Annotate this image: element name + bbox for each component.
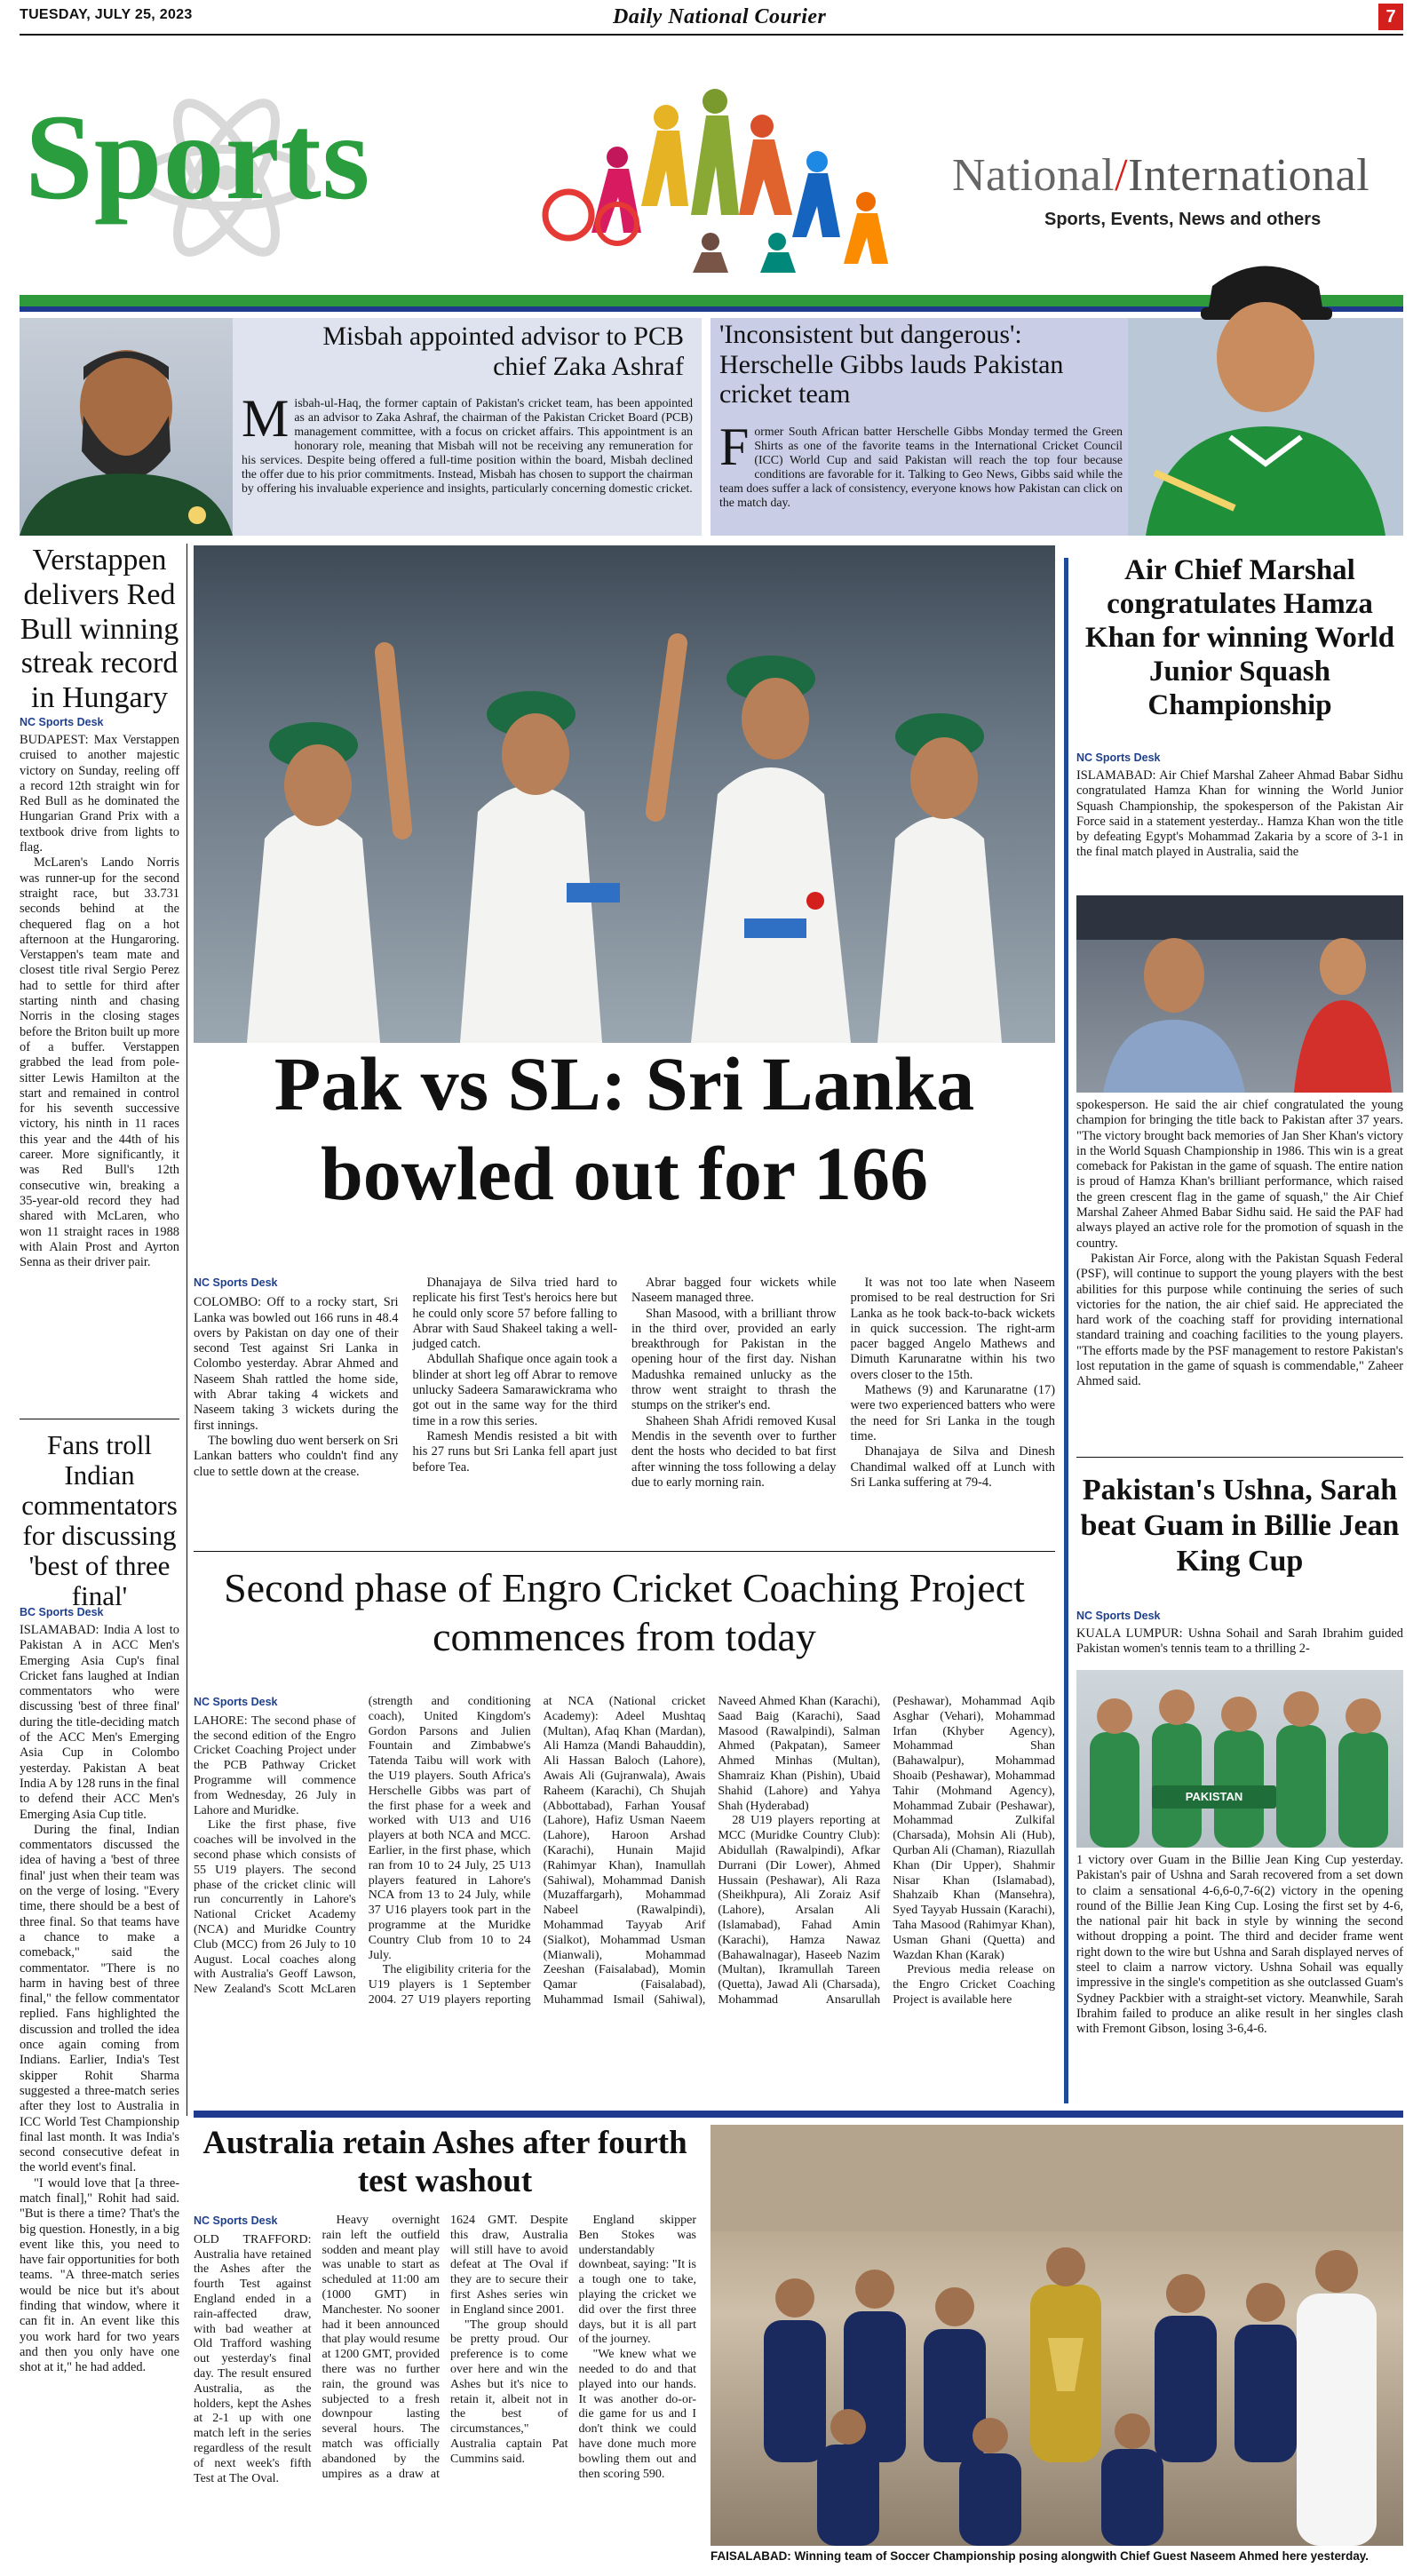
ashes-body2: Heavy overnight rain left the outfield sodden and meant play was unable to start as scheduled at 11:00 am (1000 GMT) in Manchester. No sooner had it been announced that play would resume at 1200 GMT, provided there was no further rain, the ground was subjected to a fresh downpour lasting several hours. The match was officially abandoned by the umpires as a draw at 1624 GMT. Despite this draw, Australia will still have to avoid defeat at The Oval if they are to secure their first Ashes series win in England since 2001. [322,2214,568,2481]
verstappen-headline: Verstappen delivers Red Bull winning streak record in Hungary [20,544,179,714]
paksl-body7: Shan Masood, with a brilliant throw in the third over, provided an early breakthrough for Pakistan in the opening hour of the first day. Nishan Madushka remained unlucky as the throw went straight to thrash the stumps on the striker's end. [631,1306,837,1413]
tagline-international: International [1128,150,1370,201]
fans-headline: Fans troll Indian commentators for discussing 'best of three final' [21,1429,178,1612]
issue-date: TUESDAY, JULY 25, 2023 [20,7,193,22]
engro-desk: NC Sports Desk [194,1696,278,1708]
verstappen-body: BUDAPEST: Max Verstappen cruised to another majestic victory on Sunday, reeling off a record 12th straight win for Red Bull as he dominated the Hungarian Grand Prix with a textbook drive from lights to flag. [20,733,179,855]
ashes-body3: "The group should be pretty proud. Our preference is to come over here and win the Ashes but it's nice to retain it, albeit not in the best of circumstances," Australia captain Pat Cummins said. [450,2318,568,2466]
tagline-national: National [952,150,1115,201]
gibbs-dropcap: F [719,417,750,476]
sports-silhouettes-icon [533,82,906,273]
engro-article [194,1695,1055,2096]
airchief-headline: Air Chief Marshal congratulates Hamza Khan for winning World Junior Squash Championship [1084,554,1395,721]
ushna-banner: PAKISTAN [1152,1785,1276,1809]
ashes-headline: Australia retain Ashes after fourth test washout [202,2125,687,2199]
ushna-desk: NC Sports Desk [1076,1610,1161,1622]
ushna-article [1076,1610,1403,1658]
engro-body4: 28 U19 players reporting at MCC (Muridke Country Club): Abidullah (Rawalpindi), Afkar Durrani (Dir Lower), Ahmed Hussain (Peshawar), Ali Raza (Sheikhpura), Ali Zoraiz Asif (Lahore), Arsalan Ali (Islamabad), Fahad Amin (Karachi), Hamza Nawaz (Bahawalnagar), Haseeb Nazim (Multan), Ikramullah Tareen (Quetta), Jawad Ali (Charsada), Mohammad Ansarullah (Peshawar), Mohammad Aqib Asghar (Vehari), Mohammad Irfan (Khyber Agency), Mohammad Shan (Bahawalpur), Mohammad Shoaib (Peshawar), Mohammad Tahir (Mohmand Agency), Mohammad Zubair (Peshawar), Mohammad Zulkifal (Charsada), Mohsin Ali (Hub), Qurban Ali (Chaman), Riazullah Khan (Dir Upper), Shahmir Nisar Khan (Islamabad), Shahzaib Khan (Mansehra), Syed Tayyab Hussain (Karachi), Taha Masood (Rahimyar Khan), Usman Ghani (Quetta) and Wazdan Khan (Karak) [718,1695,1055,2007]
ushna-body: KUALA LUMPUR: Ushna Sohail and Sarah Ibrahim guided Pakistan women's tennis team to a thrilling 2- [1076,1626,1403,1657]
ashes-body4: England skipper Ben Stokes was understandably downbeat, saying: "It is a tough one to take, playing the cricket we did over the first three days, but it is all part of the journey. [578,2214,696,2347]
paksl-body4: Abdullah Shafique once again took a blinder at short leg off Abrar to remove unlucky Sadeera Samarawickrama who got out in the same way for the third time in a row this series. [412,1352,617,1428]
bottom-band [194,2111,1403,2118]
soccer-team-photo [710,2125,1403,2546]
soccer-caption: FAISALABAD: Winning team of Soccer Championship posing alongwith Chief Guest Naseem Ahmed here yesterday. [710,2549,1369,2563]
engro-body3: The eligibility criteria for the U19 players is 1 September 2004. 27 U19 players reporting at NCA (National cricket Academy): Adeel Mushtaq (Multan), Afaq Khan (Mardan), Ali Hamza (Mandi Bahauddin), Ali Hassan Baloch (Lahore), Awais Ali (Gujranwala), Awais Raheem (Karachi), Ch Shujah (Abbottabad), Farhan Yousaf (Lahore), Hafiz Usman Naeem (Lahore), Haroon Arshad (Karachi), Hunain Majid (Rahimyar Khan), Inamullah (Sahiwal), Mohammad Danish (Muzaffargarh), Mohammad Nabeel (Rawalpindi), Mohammad Tayyab Arif (Sialkot), Mohammad Usman (Mianwali), Mohammad Zeeshan (Faisalabad), Momin Qamar (Faisalabad), Muhammad Ismail (Sahiwal), Naveed Ahmed Khan (Karachi), Saad Baig (Karachi), Saad Masood (Rawalpindi), Salman Ahmed (Pakpatan), Sameer Ahmed Minhas (Multan), Shamraiz Khan (Pishin), Ubaid Shahid (Lahore) and Yahya Shah (Hyderabad) [368,1695,881,2007]
ashes-body: OLD TRAFFORD: Australia have retained the Ashes after the fourth Test against England ended in a rain-affected draw, with bad weather at Old Trafford washing out yesterday's final day. The result ensured Australia, as the holders, kept the Ashes at 2-1 up with one match left in the series regardless of the result of next week's fifth Test at The Oval. [194,2232,312,2485]
verstappen-article [20,716,179,1270]
paksl-body5: Ramesh Mendis resisted a bit with his 27 runs but Sri Lanka fell apart just before Tea. [412,1428,617,1475]
fans-body2: During the final, Indian commentators discussed the idea of having a 'best of three final' just when their team was on the verge of losing. "Every time, there should be a best of three final. So that teams have a chance to make a comeback," said the commentator. "There is no harm in having best of three final," the fellow commentator replied. Fans highlighted the discussion and trolled the idea once again coming from Indians. Earlier, India's Test skipper Rohit Sharma suggested a three-match series after they lost to Australia in ICC World Test Championship final last month. It was India's second consecutive defeat in the world event's final. [20,1822,179,2175]
gibbs-body [719,417,1123,510]
misbah-headline: Misbah appointed advisor to PCB chief Zaka Ashraf [322,322,684,381]
page-number: 7 [1378,4,1403,30]
paksl-article [194,1276,1055,1538]
fans-desk: BC Sports Desk [20,1606,104,1618]
misbah-dropcap: M [242,389,290,448]
ashes-desk: NC Sports Desk [194,2214,278,2227]
paksl-body2: The bowling duo went berserk on Sri Lankan batters who couldn't find any clue to settle down at the crease. [194,1433,399,1479]
ushna-body2: 1 victory over Guam in the Billie Jean King Cup yesterday. Pakistan's pair of Ushna and Sarah recovered from a set down to claim a sensational 4-6,6-0,7-6(2) victory in the opening round of the Billie Jean King Cup. Losing the first set by 4-6, the national pair hit back in style by winning the second without dropping a point. The third and decider frame went right down to the wire but Ushna and Sarah displayed nerves of steel to claim a narrow victory. Ushna Sohail was equally impressive in the single's competition as she outclassed Guam's Sydney Packbier with a straight-set victory. Meanwhile, Sarah Ibrahim failed to produce an alike result in her singles clash with Fremont Gibson, losing 3-6,4-6. [1076,1853,1403,2037]
ashes-article [194,2214,696,2572]
engro-body2: Like the first phase, five coaches will be involved in the second phase which consists of 55 U19 players. The second phase of the cricket clinic will run concurrently in Lahore's National Cricket Academy (NCA) and Muridke Country Club (MCC) from 26 July to 10 August. Local coaches along with Australia's Geoff Lawson, New Zealand's Scott McLaren (strength and conditioning coach), United Kingdom's Gordon Parsons and Julien Fountain and Zimbabwe's Tatenda Taibu will work with the U19 players. South Africa's Herschelle Gibbs was part of the first phase for a week and worked with U13 and U16 players at both NCA and MCC. Earlier, in the first phase, which ran from 10 to 24 July, 25 U13 players featured in Lahore's NCA from 13 to 24 July, while 37 U16 players took part in the programme at the Muridke Country Club from 10 to 24 July. [194,1695,531,1997]
cricket-team-photo [194,545,1055,1043]
paksl-body6: Abrar bagged four wickets while Naseem managed three. [631,1276,837,1306]
engro-headline: Second phase of Engro Cricket Coaching Project commences from today [224,1565,1025,1660]
misbah-text: isbah-ul-Haq, the former captain of Pakistan's cricket team, has been appointed as an advisor to Zaka Ashraf, the chairman of the Pakistan Cricket Board (PCB) management committee, with a focus on cricket affairs. This appointment is an honorary role, meaning that Misbah will not be receiving any remuneration for his services. Despite being offered a full-time position within the board, Misbah declined the offer due to his prior commitments. Instead, Misbah has chosen to support the chairman by offering his invaluable experience and insights, particularly concerning domestic cricket. [242,396,693,495]
verstappen-desk: NC Sports Desk [20,716,104,728]
paksl-body8: Shaheen Shah Afridi removed Kusal Mendis in the seventh over to further dent the hosts who decided to bat first after winning the toss following a delay due to early morning rain. [631,1413,837,1490]
ushna-photo [1076,1670,1403,1848]
paksl-desk: NC Sports Desk [194,1276,278,1289]
misbah-body [242,389,693,496]
verstappen-body2: McLaren's Lando Norris was runner-up for the second straight race, but 33.731 seconds behind at the chequered flag on a hot afternoon at the Hungaroring. Verstappen's team mate and closest title rival Sergio Perez had to settle for third after starting ninth and chasing Norris in the closing stages before the Briton built up more of a buffer. Verstappen grabbed the lead from pole-sitter Lewis Hamilton at the start and remained in control for his seventh successive victory, his ninth in 11 races this year and the 44th of his career. More significantly, it was Red Bull's 12th consecutive win, breaking a 35-year-old record they had shared with McLaren, who won 11 straight races in 1988 with Alain Prost and Ayrton Senna as their driver pair. [20,855,179,1270]
right-separator [1064,558,1068,2103]
paksl-headline: Pak vs SL: Sri Lanka bowled out for 166 [274,1041,975,1216]
fans-body3: "I would love that [a three-match final]," Rohit had said. "But is there a time? That's the big question. Honestly, in a big event like this, you need to have fair opportunities for both teams. "A three-match series would be nice but it's about finding that window, where it can fit in. An event like this you work hard for two years and then you only have one shot at it," he had added. [20,2175,179,2375]
paper-name: Daily National Courier [613,5,827,28]
ashes-body5: "We knew what we needed to do and that played into our hands. It was another do-or-die game for us and I don't think we could have done much more bowling them out and then scoring 590. [578,2348,696,2481]
right-col-rule [1076,1457,1403,1458]
paksl-body: COLOMBO: Off to a rocky start, Sri Lanka was bowled out 166 runs in 48.4 overs by Pakistan on day one of their second Test against Sri Lanka in Colombo yesterday. Abrar Ahmed and Naseem Shah rattled the home side, with Abrar taking 4 wickets and Naseem taking 3 wickets during the first innings. [194,1295,399,1433]
airchief-article-cont [1076,1098,1403,1390]
tagline [952,149,1369,202]
gibbs-headline: 'Inconsistent but dangerous': Herschelle Gibbs lauds Pakistan cricket team [719,320,1064,409]
paksl-body9: It was not too late when Naseem promised to be real destruction for Sri Lanka as he took back-to-back wickets in quick succession. The right-arm pacer bagged Angelo Mathews and Dimuth Karunaratne within his two overs closer to the 15th. [850,1276,1055,1382]
gibbs-text: ormer South African batter Herschelle Gibbs Monday termed the Green Shirts as one of the favorite teams in the International Cricket Council (ICC) World Cup and said Pakistan will reach the top four because conditions are favorable for it. Talking to Geo News, Gibbs said while the team does suffer a lack of consistency, everyone knows how Pakistan can click on the match day. [719,425,1123,509]
fans-article [20,1606,179,2376]
section-title: Sports [25,89,371,225]
airchief-desk: NC Sports Desk [1076,751,1161,764]
paksl-body10: Mathews (9) and Karunaratne (17) were two experienced batters who were the need for Sri Lanka in the tough time. [850,1383,1055,1443]
paksl-body3: Dhanajaya de Silva tried hard to replicate his first Test's heroics here but he could only score 57 before falling to Abrar with Saud Shakeel taking a well-judged catch. [412,1276,617,1352]
paksl-body11: Dhanajaya de Silva and Dinesh Chandimal walked off at Lunch with Sri Lanka suffering at 79-4. [850,1444,1055,1490]
airchief-body3: Pakistan Air Force, along with the Pakistan Squash Federal (PSF), will continue to support the young players with the best abilities for this purpose while continuing the series of such victories for the nation, the air chief said. He appreciated the hard work of the coaching staff for providing international standard training and coaching facilities to the young players. "The efforts made by the PSF management to restore Pakistan's lost reputation in the game of squash is commendable," Zaheer Ahmed said. [1076,1251,1403,1389]
tagline-sub: Sports, Events, News and others [1044,210,1322,229]
gibbs-photo [1128,250,1403,536]
airchief-body2: spokesperson. He said the air chief congratulated the young champion for bringing the title back to Pakistan after 37 years. "The victory brought back memories of Jan Sher Khan's victory in the World Squash Championship in 1986. This win is a great comeback for Pakistan in the game of squash. The entire nation is proud of Hamza Khan's brilliant performance, which raised the green crescent flag in the game of squash," the Air Chief Marshal Zaheer Ahmed Babar Sidhu said. He said the PAF had always played an active role for the promotion of squash in the country. [1076,1098,1403,1251]
tagline-separator: / [1115,150,1129,201]
airchief-article [1076,751,1403,861]
airchief-photo [1076,895,1403,1093]
engro-body5: Previous media release on the Engro Cricket Coaching Project is available here [893,1963,1055,2007]
fans-body: ISLAMABAD: India A lost to Pakistan A in ACC Men's Emerging Asia Cup's final Cricket fans laughed at Indian commentators who were discussing 'best of three final' during the title-deciding match of the ACC Men's Emerging Asia Cup in Colombo yesterday. Pakistan A beat India A by 128 runs in the final to defend their ACC Men's Emerging Asia Cup title. [20,1623,179,1822]
misbah-photo [20,318,233,536]
ushna-article-cont [1076,1853,1403,2038]
airchief-body: ISLAMABAD: Air Chief Marshal Zaheer Ahmad Babar Sidhu congratulated Hamza Khan for winning the World Junior Squash Championship, the spokesperson of the Pakistan Air Force said in a statement yesterday.. Hamza Khan won the title by defeating Egypt's Mohammad Zakaria by a score of 3-1 in the final match played in Australia, said the [1076,768,1403,860]
header-rule [20,34,1403,36]
engro-body: LAHORE: The second phase of the second edition of the Engro Cricket Coaching Project under the PCB Pathway Cricket Programme will commence from Wednesday, 26 July in Lahore and Muridke. [194,1713,356,1817]
ushna-headline: Pakistan's Ushna, Sarah beat Guam in Billie Jean King Cup [1080,1474,1400,1578]
engro-top-rule [194,1551,1055,1552]
